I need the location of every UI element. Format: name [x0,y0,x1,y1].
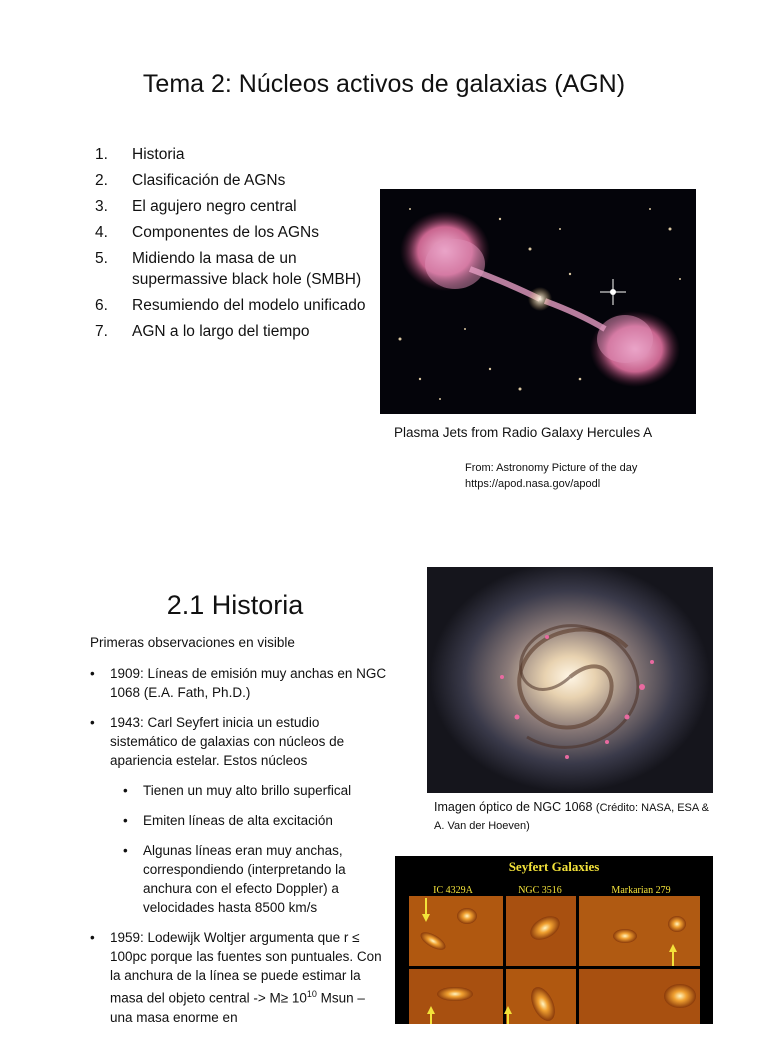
bullet-1959-exponent: 10 [306,989,317,999]
sub-bullet [90,781,390,800]
ngc1068-caption-main: Imagen óptico de NGC 1068 [434,800,596,814]
seyfert-galaxies-panel [395,856,713,1024]
ngc1068-image [427,567,713,793]
toc-item-number: 1. [95,146,108,163]
toc-item-number: 4. [95,224,108,241]
toc-item-number: 3. [95,198,108,215]
bullet-1959 [90,928,390,1027]
toc-item-number: 6. [95,297,108,314]
bullet-dot: • [90,930,95,945]
slide1-title: Tema 2: Núcleos activos de galaxias (AGN) [142,70,626,98]
toc-item [95,248,377,290]
bullet-dot: • [123,783,128,798]
bullet-1959-text [110,928,390,1027]
toc-item [95,196,377,217]
toc-item-text: Resumiendo del modelo unificado [132,297,366,314]
sub-bullet [90,811,390,830]
bullet-dot: • [90,666,95,681]
toc-item [95,321,377,342]
sub-bullet [90,841,390,917]
ngc1068-caption [434,799,714,835]
toc-item [95,295,377,316]
seyfert-label-1: IC 4329A [433,885,473,896]
bullet-dot: • [123,843,128,858]
toc-item [95,144,377,165]
sub-bullet-text: Tienen un muy alto brillo superfical [143,783,352,798]
bullet-1909-text: 1909: Líneas de emisión muy anchas en NGC 1068 (E.A. Fath, Ph.D.) [110,666,387,700]
bullet-dot: • [90,715,95,730]
slide2-title: 2.1 Historia [166,590,304,620]
ngc1068-graphic [427,567,713,793]
toc-item [95,222,377,243]
seyfert-label-3: Markarian 279 [611,885,671,896]
toc-item-text: Clasificación de AGNs [132,172,286,189]
hercules-a-caption: Plasma Jets from Radio Galaxy Hercules A [394,425,653,440]
source-line-1: From: Astronomy Picture of the day [465,462,638,474]
toc-item-number: 5. [95,250,108,267]
bullet-1943 [90,713,390,770]
toc-item-text: Midiendo la masa de un supermassive black hole (SMBH) [132,250,362,288]
hercules-a-image [380,189,696,414]
toc-item-text: El agujero negro central [132,198,297,215]
toc-item-number: 2. [95,172,108,189]
toc-item-text: Historia [132,146,185,163]
toc-item-text: Componentes de los AGNs [132,224,319,241]
bullet-1959-part-b: Msun – una masa enorme en [110,990,365,1025]
bullet-1943-text: 1943: Carl Seyfert inicia un estudio sistemático de galaxias con núcleos de apariencia estelar. Estos núcleos [110,715,345,768]
bullet-1959-part-a: 1959: Lodewijk Woltjer argumenta que r ≤ 100pc porque las fuentes son puntuales. Con la anchura de la línea se puede estimar la masa del objeto central -> M≥ 10 [110,930,382,1006]
bullet-1909 [90,664,390,702]
toc-item [95,170,377,191]
table-of-contents [95,144,377,347]
ngc1068-caption-credit: (Crédito: NASA, ESA & A. Van der Hoeven) [434,802,710,832]
sub-bullet-text: Algunas líneas eran muy anchas, correspondiendo (interpretando la anchura con el efecto Doppler) a velocidades hasta 8500 km/s [143,843,346,915]
hercules-a-graphic [380,189,696,414]
seyfert-label-2: NGC 3516 [518,885,562,896]
image-source [465,460,637,492]
seyfert-galaxies-graphic [395,856,713,1024]
toc-item-number: 7. [95,323,108,340]
sub-bullets [90,781,390,917]
history-bullets [90,664,390,1038]
seyfert-title: Seyfert Galaxies [508,859,600,874]
slide2-subtitle: Primeras observaciones en visible [90,635,295,650]
sub-bullet-text: Emiten líneas de alta excitación [143,813,333,828]
source-line-2: https://apod.nasa.gov/apodl [465,478,601,490]
toc-item-text: AGN a lo largo del tiempo [132,323,310,340]
bullet-dot: • [123,813,128,828]
